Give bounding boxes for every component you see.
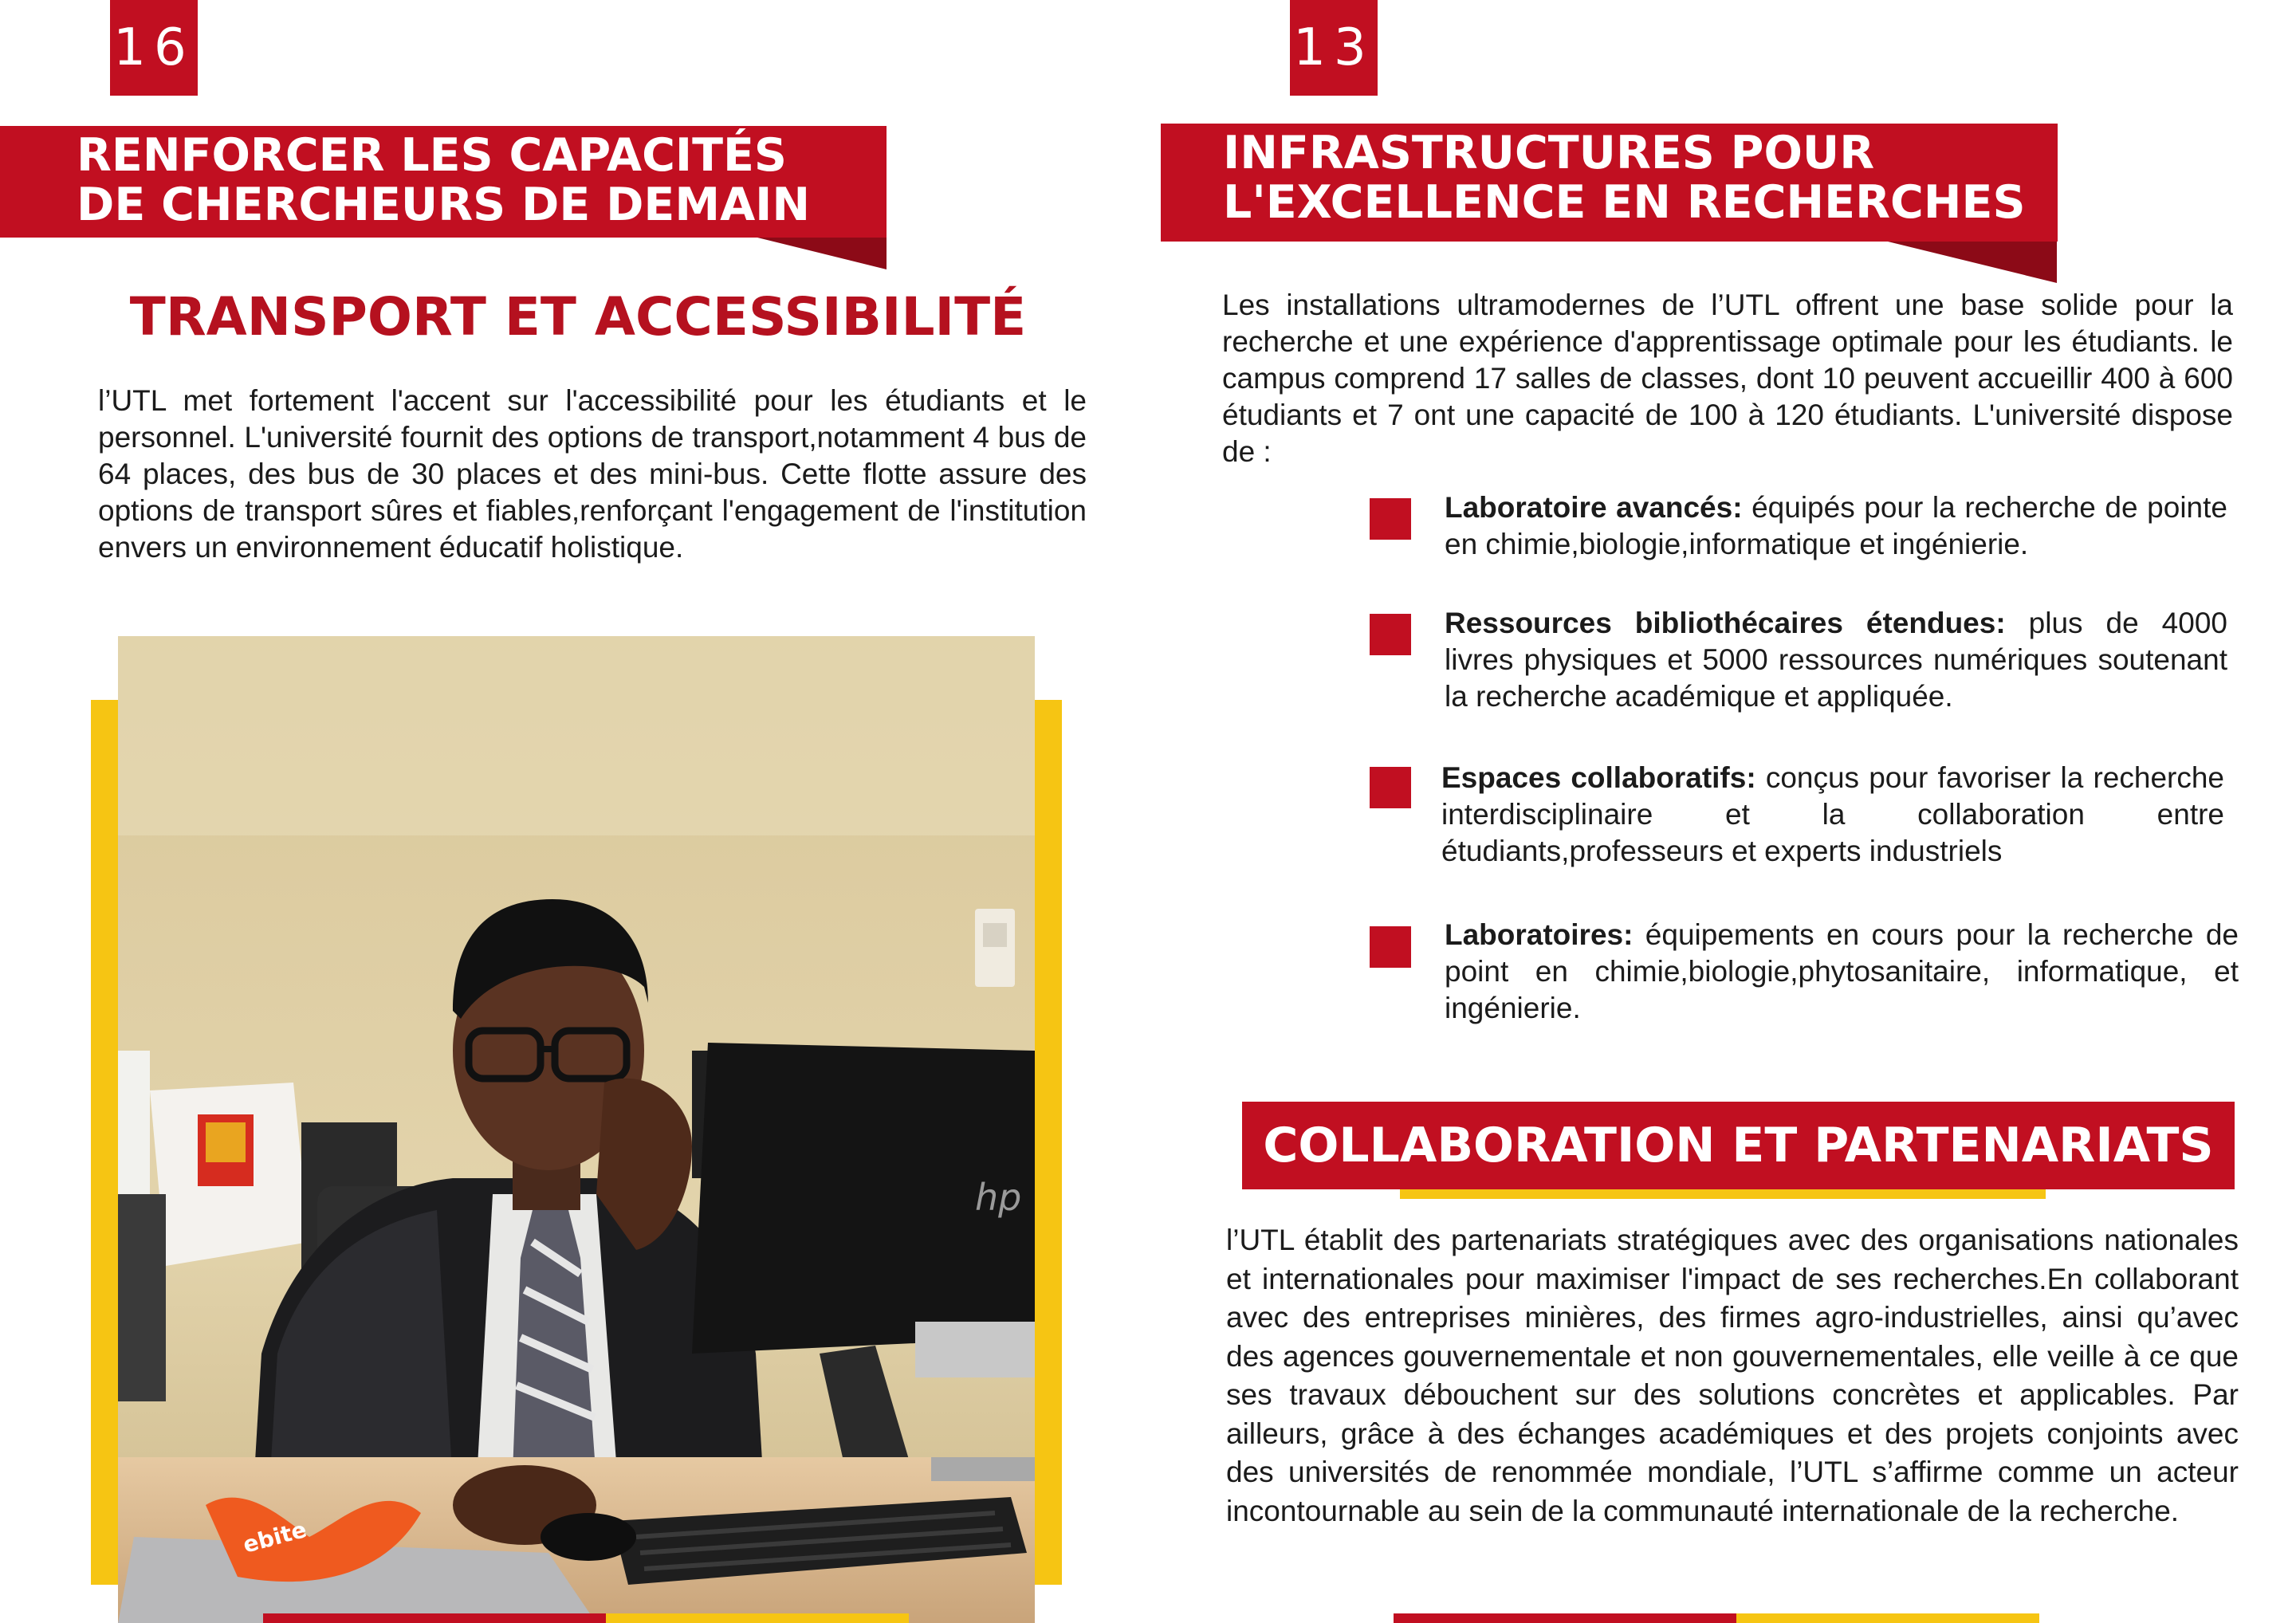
bullet-item-2 bbox=[1445, 605, 2227, 715]
bullet-desc: équipements en cours pour la recherche de point en chimie,biologie,phytosanitaire, informatique, et ingénierie. bbox=[1445, 918, 2239, 1024]
svg-text:hp: hp bbox=[975, 1176, 1022, 1219]
bullet-marker-3 bbox=[1370, 767, 1411, 808]
bullet-marker-2 bbox=[1370, 614, 1411, 655]
bullet-marker-4 bbox=[1370, 926, 1411, 968]
photo-frame-right-accent bbox=[1033, 700, 1062, 1585]
bullet-desc: équipés pour la recherche de pointe en chimie,biologie,informatique et ingénierie. bbox=[1445, 491, 2227, 560]
right-banner bbox=[1161, 124, 2058, 242]
right-banner-line1: INFRASTRUCTURES POUR bbox=[1223, 127, 1875, 179]
bullet-item-3 bbox=[1441, 760, 2224, 870]
right-banner-tail bbox=[1888, 242, 2057, 283]
left-page-number: 16 bbox=[110, 0, 198, 96]
bullet-desc: plus de 4000 livres physiques et 5000 ressources numériques soutenant la recherche académique et appliquée. bbox=[1445, 607, 2227, 713]
left-footer-yellow bbox=[606, 1613, 909, 1623]
left-banner-tail bbox=[757, 238, 887, 269]
left-paragraph: l’UTL met fortement l'accent sur l'accessibilité pour les étudiants et le personnel. L'université fournit des options de transport,notamment 4 bus de 64 places, des bus de 30 places et des mini-bus. Cette flotte assure des options de transport sûres et fiables,renforçant l'engagement de l'institution envers un environnement éducatif holistique. bbox=[98, 384, 1087, 564]
right-footer-red bbox=[1394, 1613, 1736, 1623]
right-page-number: 13 bbox=[1290, 0, 1378, 96]
student-photo bbox=[118, 636, 1035, 1623]
left-banner-line2: DE CHERCHEURS DE DEMAIN bbox=[77, 179, 811, 231]
collab-banner: COLLABORATION ET PARTENARIATS bbox=[1242, 1102, 2235, 1189]
left-banner-line1: RENFORCER LES CAPACITÉS bbox=[77, 129, 787, 182]
bullet-desc: conçus pour favoriser la recherche interdisciplinaire et la collaboration entre étudiants,professeurs et experts industriels bbox=[1441, 761, 2224, 867]
photo-frame-left-accent bbox=[91, 700, 120, 1585]
bullet-marker-1 bbox=[1370, 498, 1411, 540]
right-footer-yellow bbox=[1736, 1613, 2039, 1623]
right-banner-line2: L'EXCELLENCE EN RECHERCHES bbox=[1223, 176, 2026, 229]
collab-paragraph: l’UTL établit des partenariats stratégiques avec des organisations nationales et internationales pour maximiser l'impact de ses recherches.En collaborant avec des entreprises minières, des firmes agro-industrielles, ainsi qu’avec des agences gouvernementale et non gouvernementales, elle veille à ce que ses travaux débouchent sur des solutions concrètes et applicables. Par ailleurs, grâce à des échanges académiques et des projets conjoints avec des universités de renommée mondiale, l’UTL s’affirme comme un acteur incontournable au sein de la communauté internationale de la recherche. bbox=[1226, 1224, 2239, 1527]
left-banner bbox=[0, 126, 887, 238]
bullet-term: Laboratoires: bbox=[1445, 918, 1634, 951]
collab-banner-underline bbox=[1400, 1189, 2046, 1199]
left-section-title: TRANSPORT ET ACCESSIBILITÉ bbox=[129, 286, 1027, 348]
left-footer-red bbox=[263, 1613, 606, 1623]
bullet-term: Laboratoire avancés: bbox=[1445, 491, 1743, 524]
bullet-term: Espaces collaboratifs: bbox=[1441, 761, 1756, 794]
bullet-item-1 bbox=[1445, 489, 2227, 563]
svg-text:ebite: ebite bbox=[240, 1515, 310, 1558]
bullet-term: Ressources bibliothécaires étendues: bbox=[1445, 607, 2006, 639]
bullet-item-4 bbox=[1445, 917, 2239, 1027]
right-intro-paragraph: Les installations ultramodernes de l’UTL offrent une base solide pour la recherche et une expérience d'apprentissage optimale pour les étudiants. le campus comprend 17 salles de classes, dont 10 peuvent accueillir 400 à 600 étudiants et 7 ont une capacité de 100 à 120 étudiants. L'université dispose de : bbox=[1222, 289, 2233, 468]
